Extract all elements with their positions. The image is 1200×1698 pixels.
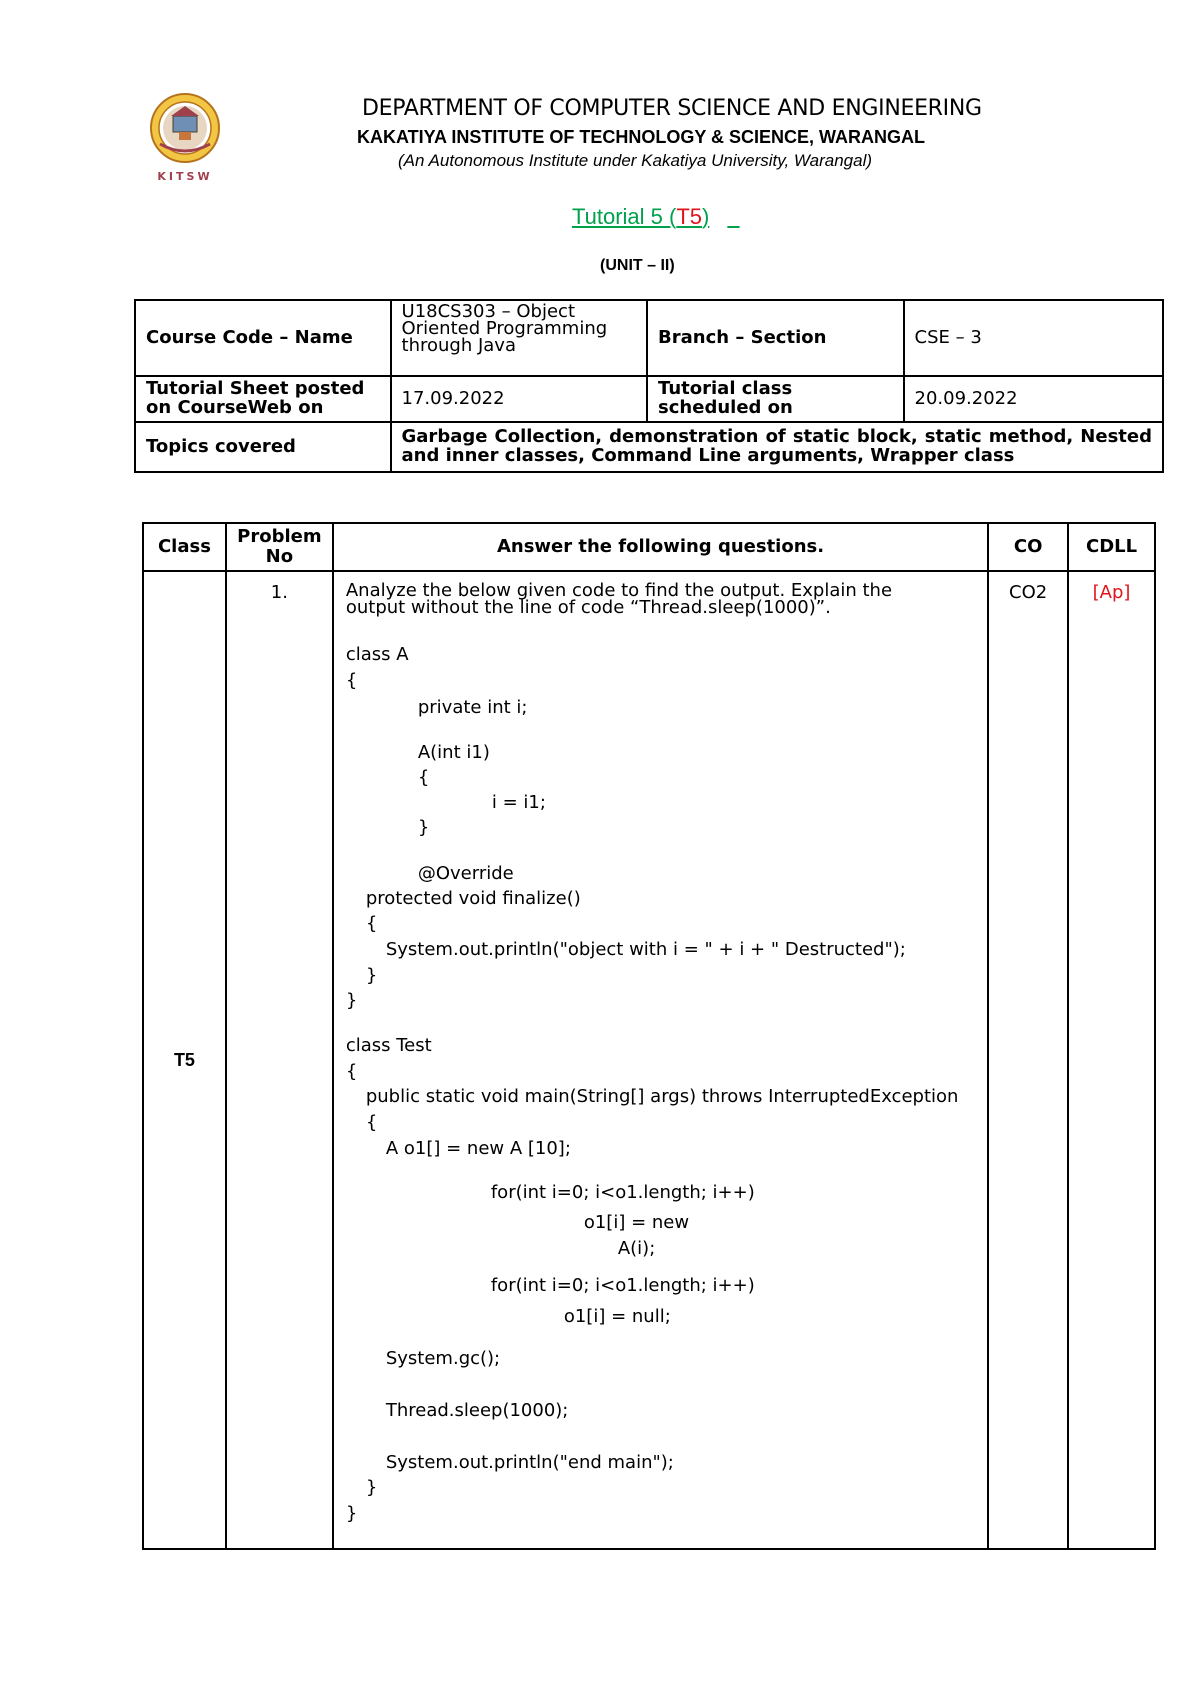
topics-label: Topics covered: [135, 422, 391, 472]
course-info-table: [134, 299, 1164, 473]
code-line: }: [417, 817, 430, 838]
code-line: @Override: [417, 863, 514, 884]
code-line: {: [417, 767, 430, 788]
header-answer: Answer the following questions.: [333, 523, 988, 571]
department-title: DEPARTMENT OF COMPUTER SCIENCE AND ENGINEERING: [362, 96, 982, 121]
code-line: public static void main(String[] args) throws InterruptedException: [365, 1086, 959, 1107]
tutorial-code: T5: [676, 204, 703, 229]
code-line: protected void finalize(): [365, 888, 581, 909]
header-cdll: CDLL: [1068, 523, 1155, 571]
tutorial-title: [572, 204, 740, 230]
institute-subtitle: (An Autonomous Institute under Kakatiya University, Warangal): [398, 151, 873, 170]
code-line: private int i;: [417, 697, 528, 718]
branch-value: CSE – 3: [904, 300, 1163, 376]
code-line: o1[i] = new: [583, 1212, 690, 1233]
code-line: }: [365, 965, 378, 986]
question-table: [142, 522, 1156, 1550]
code-line: {: [365, 913, 378, 934]
answer-cell: [333, 571, 988, 1549]
code-line: i = i1;: [491, 792, 546, 813]
code-line: for(int i=0; i<o1.length; i++): [490, 1182, 755, 1203]
institute-name: KAKATIYA INSTITUTE OF TECHNOLOGY & SCIENCE, WARANGAL: [357, 127, 926, 147]
tutorial-suffix: ): [702, 204, 710, 229]
unit-label: (UNIT – II): [600, 257, 675, 274]
tutorial-prefix: Tutorial 5 (: [572, 204, 677, 229]
course-value: U18CS303 – Object Oriented Programming through Java: [391, 300, 648, 376]
class-value: T5: [143, 571, 226, 1549]
code-line: Thread.sleep(1000);: [385, 1400, 569, 1421]
problem-number: 1.: [226, 571, 333, 1549]
header-problem-no: Problem No: [226, 523, 333, 571]
posted-value: 17.09.2022: [391, 376, 648, 422]
code-block: [334, 572, 987, 1548]
code-line: A(i);: [617, 1238, 656, 1259]
svg-text:KITSW: KITSW: [157, 170, 213, 183]
code-line: System.out.println("object with i = " + i + " Destructed");: [385, 939, 906, 960]
code-line: }: [345, 1503, 358, 1524]
cdll-value: [Ap]: [1068, 571, 1155, 1549]
code-line: A(int i1): [417, 742, 490, 763]
code-line: }: [365, 1477, 378, 1498]
header-class: Class: [143, 523, 226, 571]
scheduled-label: Tutorial class scheduled on: [647, 376, 903, 422]
code-line: {: [345, 1061, 358, 1082]
question-text: Analyze the below given code to find the output. Explain the output without the line of code “Thread.sleep(1000)”.: [345, 580, 893, 619]
title-trailing-mark: [727, 204, 739, 229]
posted-label: Tutorial Sheet posted on CourseWeb on: [135, 376, 391, 422]
topics-value: Garbage Collection, demonstration of static block, static method, Nested and inner classes, Command Line arguments, Wrapper class: [391, 422, 1163, 472]
code-line: System.gc();: [385, 1348, 501, 1369]
code-line: for(int i=0; i<o1.length; i++): [490, 1275, 755, 1296]
header-co: CO: [988, 523, 1068, 571]
code-line: A o1[] = new A [10];: [385, 1138, 571, 1159]
scheduled-value: 20.09.2022: [904, 376, 1163, 422]
co-value: CO2: [988, 571, 1068, 1549]
code-line: {: [345, 670, 358, 691]
code-line: class Test: [345, 1035, 432, 1056]
code-line: {: [365, 1112, 378, 1133]
course-label: Course Code – Name: [135, 300, 391, 376]
code-line: }: [345, 990, 358, 1011]
branch-label: Branch – Section: [647, 300, 903, 376]
kitsw-logo: [146, 92, 224, 184]
code-line: class A: [345, 644, 409, 665]
code-line: System.out.println("end main");: [385, 1452, 674, 1473]
code-line: o1[i] = null;: [563, 1306, 671, 1327]
